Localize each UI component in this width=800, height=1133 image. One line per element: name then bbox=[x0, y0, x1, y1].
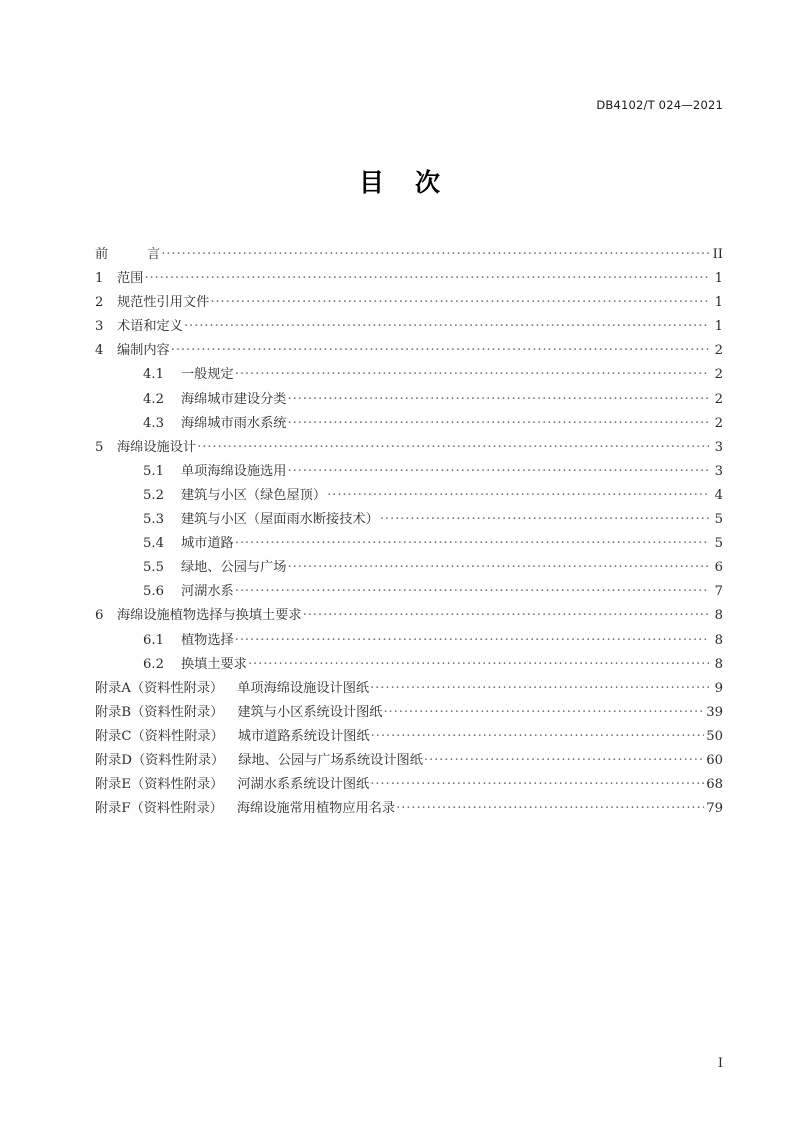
toc-entry[interactable] bbox=[95, 749, 723, 773]
toc-entry-leader bbox=[288, 558, 710, 571]
toc-entry-title: 换填土要求 bbox=[181, 656, 247, 672]
toc-entry-number: 2 bbox=[95, 295, 104, 311]
toc-entry-leader bbox=[327, 486, 709, 499]
toc-entry-page-number: 2 bbox=[714, 367, 723, 383]
toc-entry[interactable] bbox=[95, 797, 723, 821]
toc-entry-leader bbox=[288, 389, 710, 402]
toc-entry[interactable] bbox=[95, 580, 723, 604]
toc-entry[interactable] bbox=[95, 315, 723, 339]
toc-entry-number: 4.1 bbox=[143, 367, 164, 383]
toc-entry-leader bbox=[197, 438, 709, 451]
toc-entry-leader bbox=[424, 751, 704, 764]
toc-entry-number: 6 bbox=[95, 608, 104, 624]
toc-entry-page-number: 68 bbox=[706, 777, 723, 793]
table-of-contents bbox=[95, 243, 723, 821]
toc-entry-page-number: 5 bbox=[714, 536, 723, 552]
toc-entry-number: 5.3 bbox=[143, 512, 164, 528]
toc-entry-leader bbox=[370, 679, 709, 692]
toc-entry-title: 绿地、公园与广场系统设计图纸 bbox=[238, 752, 423, 768]
toc-entry-title: 规范性引用文件 bbox=[117, 295, 210, 311]
toc-entry-title: 海绵设施设计 bbox=[117, 439, 197, 455]
toc-entry[interactable] bbox=[95, 460, 723, 484]
toc-entry-number: 6.1 bbox=[143, 632, 164, 648]
toc-entry-appendix-label: 附录C（资料性附录） bbox=[95, 728, 224, 744]
toc-entry[interactable] bbox=[95, 412, 723, 436]
toc-entry[interactable] bbox=[95, 484, 723, 508]
toc-entry-appendix-label: 附录F（资料性附录） bbox=[95, 801, 223, 817]
toc-entry-title: 海绵设施植物选择与换填土要求 bbox=[117, 608, 302, 624]
toc-entry-appendix-label: 附录A（资料性附录） bbox=[95, 680, 224, 696]
toc-entry[interactable] bbox=[95, 532, 723, 556]
page-title-char-1: 目 bbox=[358, 168, 385, 197]
toc-entry[interactable] bbox=[95, 339, 723, 363]
toc-entry-leader bbox=[235, 365, 709, 378]
toc-entry-title: 术语和定义 bbox=[117, 319, 183, 335]
toc-entry-page-number: 79 bbox=[706, 801, 723, 817]
toc-entry-title: 建筑与小区（屋面雨水断接技术） bbox=[181, 512, 379, 528]
toc-entry-leader bbox=[380, 510, 709, 523]
toc-entry-number: 6.2 bbox=[143, 656, 164, 672]
toc-entry-page-number: 8 bbox=[714, 608, 723, 624]
toc-entry[interactable] bbox=[95, 725, 723, 749]
toc-entry-leader bbox=[383, 703, 704, 716]
toc-entry-leader bbox=[396, 799, 704, 812]
toc-entry-title: 河湖水系系统设计图纸 bbox=[237, 777, 370, 793]
toc-entry-leader bbox=[161, 245, 709, 258]
toc-entry-number: 5.5 bbox=[143, 560, 164, 576]
toc-entry[interactable] bbox=[95, 556, 723, 580]
toc-entry-page-number: 8 bbox=[714, 632, 723, 648]
toc-entry-number: 5.4 bbox=[143, 536, 164, 552]
toc-entry-title: 海绵设施常用植物应用名录 bbox=[236, 801, 396, 817]
toc-entry[interactable] bbox=[95, 388, 723, 412]
toc-entry[interactable] bbox=[95, 508, 723, 532]
toc-entry-page-number: 39 bbox=[706, 704, 723, 720]
toc-entry-title: 建筑与小区系统设计图纸 bbox=[237, 704, 383, 720]
toc-entry-page-number: 8 bbox=[714, 656, 723, 672]
toc-entry[interactable] bbox=[95, 677, 723, 701]
toc-entry-leader bbox=[235, 582, 709, 595]
toc-entry-leader bbox=[184, 317, 709, 330]
toc-entry-leader bbox=[144, 269, 709, 282]
toc-entry-number: 5.6 bbox=[143, 584, 164, 600]
toc-entry[interactable] bbox=[95, 436, 723, 460]
page-title bbox=[0, 163, 800, 199]
toc-entry-leader bbox=[288, 462, 710, 475]
page-title-char-2: 次 bbox=[415, 168, 442, 197]
toc-entry[interactable] bbox=[95, 629, 723, 653]
toc-entry-page-number: 2 bbox=[714, 415, 723, 431]
toc-entry[interactable] bbox=[95, 267, 723, 291]
toc-entry-appendix-label: 附录D（资料性附录） bbox=[95, 752, 225, 768]
toc-entry[interactable] bbox=[95, 701, 723, 725]
toc-entry-page-number: 50 bbox=[706, 728, 723, 744]
toc-entry-page-number: 7 bbox=[714, 584, 723, 600]
toc-entry-title: 绿地、公园与广场 bbox=[181, 560, 287, 576]
toc-entry-leader bbox=[288, 413, 710, 426]
toc-entry-number: 5 bbox=[95, 439, 104, 455]
toc-entry-title: 单项海绵设施设计图纸 bbox=[237, 680, 370, 696]
toc-entry-number: 前 bbox=[95, 247, 109, 262]
toc-entry-title: 言 bbox=[147, 247, 161, 262]
toc-entry-appendix-label: 附录E（资料性附录） bbox=[95, 777, 224, 793]
toc-entry-page-number: 3 bbox=[714, 439, 723, 455]
toc-entry-page-number: II bbox=[712, 247, 723, 262]
toc-entry-number: 3 bbox=[95, 319, 104, 335]
toc-entry-leader bbox=[371, 727, 705, 740]
toc-entry[interactable] bbox=[95, 291, 723, 315]
toc-entry-page-number: 2 bbox=[714, 343, 723, 359]
toc-entry-page-number: 1 bbox=[714, 295, 723, 311]
toc-entry-title: 河湖水系 bbox=[181, 584, 234, 600]
standard-number-header: DB4102/T 024—2021 bbox=[596, 98, 723, 112]
toc-entry-number: 4 bbox=[95, 343, 104, 359]
toc-entry-number: 5.2 bbox=[143, 487, 164, 503]
toc-entry[interactable] bbox=[95, 773, 723, 797]
toc-entry-title: 范围 bbox=[117, 271, 144, 287]
toc-entry[interactable] bbox=[95, 604, 723, 628]
toc-entry-title: 城市道路系统设计图纸 bbox=[237, 728, 370, 744]
toc-entry-title: 海绵城市雨水系统 bbox=[181, 415, 287, 431]
toc-entry[interactable] bbox=[95, 243, 723, 267]
toc-entry-number: 1 bbox=[95, 271, 104, 287]
toc-entry-page-number: 9 bbox=[714, 680, 723, 696]
toc-entry-title: 植物选择 bbox=[181, 632, 234, 648]
toc-entry[interactable] bbox=[95, 363, 723, 387]
page-folio: I bbox=[717, 1056, 723, 1071]
toc-entry-title: 海绵城市建设分类 bbox=[181, 391, 287, 407]
toc-entry-number: 4.2 bbox=[143, 391, 164, 407]
toc-entry-number: 5.1 bbox=[143, 463, 164, 479]
toc-entry-leader bbox=[370, 775, 704, 788]
toc-entry-title: 一般规定 bbox=[181, 367, 234, 383]
toc-entry-page-number: 6 bbox=[714, 560, 723, 576]
toc-entry-title: 建筑与小区（绿色屋顶） bbox=[181, 487, 327, 503]
toc-entry-leader bbox=[210, 293, 709, 306]
toc-entry-leader bbox=[235, 630, 709, 643]
toc-entry-page-number: 2 bbox=[714, 391, 723, 407]
toc-entry-page-number: 60 bbox=[706, 752, 723, 768]
toc-entry-title: 编制内容 bbox=[117, 343, 170, 359]
toc-entry-appendix-label: 附录B（资料性附录） bbox=[95, 704, 224, 720]
toc-entry-page-number: 5 bbox=[714, 512, 723, 528]
toc-entry-leader bbox=[171, 341, 709, 354]
toc-entry-leader bbox=[303, 606, 709, 619]
toc-entry-page-number: 1 bbox=[714, 319, 723, 335]
toc-entry-page-number: 4 bbox=[714, 487, 723, 503]
toc-entry-leader bbox=[248, 654, 709, 667]
toc-entry[interactable] bbox=[95, 653, 723, 677]
toc-entry-title: 单项海绵设施选用 bbox=[181, 463, 287, 479]
toc-entry-title: 城市道路 bbox=[181, 536, 234, 552]
toc-entry-page-number: 3 bbox=[714, 463, 723, 479]
toc-entry-leader bbox=[235, 534, 709, 547]
toc-entry-page-number: 1 bbox=[714, 271, 723, 287]
toc-entry-number: 4.3 bbox=[143, 415, 164, 431]
